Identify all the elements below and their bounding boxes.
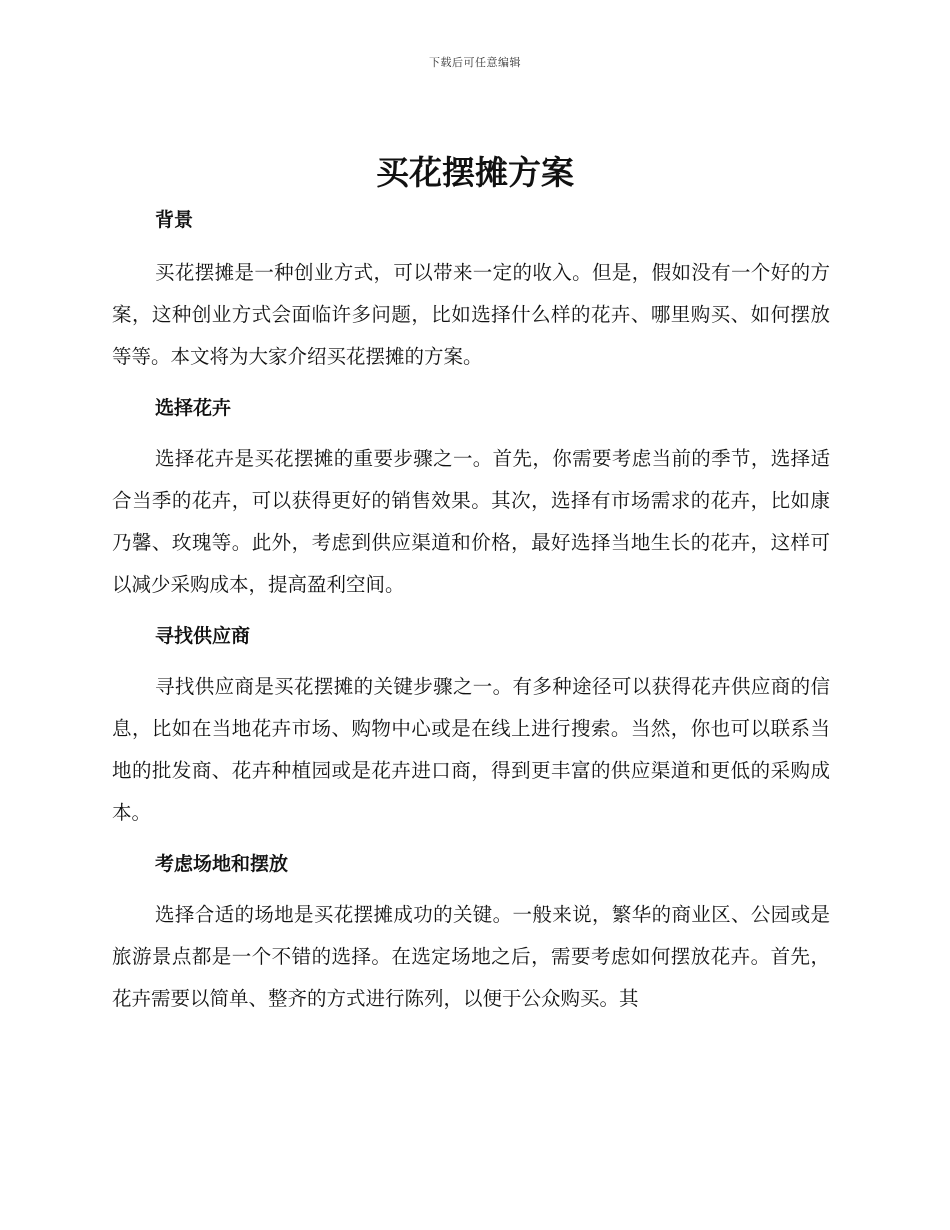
section-paragraph-venue-display: 选择合适的场地是买花摆摊成功的关键。一般来说，繁华的商业区、公园或是旅游景点都是一个不错的选择。在选定场地之后，需要考虑如何摆放花卉。首先，花卉需要以简单、整齐的方式进行陈列，以便于公众购买。其 xyxy=(112,903,830,1010)
section-heading-choose-flowers: 选择花卉 xyxy=(155,397,232,419)
section-paragraph-find-suppliers: 寻找供应商是买花摆摊的关键步骤之一。有多种途径可以获得花卉供应商的信息，比如在当地花卉市场、购物中心或是在线上进行搜索。当然，你也可以联系当地的批发商、花卉种植园或是花卉进口商，得到更丰富的供应渠道和更低的采购成本。 xyxy=(112,675,830,824)
section-heading-background: 背景 xyxy=(155,209,194,231)
section-heading-venue-display: 考虑场地和摆放 xyxy=(155,853,289,875)
header-note: 下载后可任意编辑 xyxy=(429,56,521,69)
section-paragraph-background: 买花摆摊是一种创业方式，可以带来一定的收入。但是，假如没有一个好的方案，这种创业方式会面临许多问题，比如选择什么样的花卉、哪里购买、如何摆放等等。本文将为大家介绍买花摆摊的方案。 xyxy=(112,261,830,368)
section-paragraph-choose-flowers: 选择花卉是买花摆摊的重要步骤之一。首先，你需要考虑当前的季节，选择适合当季的花卉，可以获得更好的销售效果。其次，选择有市场需求的花卉，比如康乃馨、玫瑰等。此外，考虑到供应渠道和价格，最好选择当地生长的花卉，这样可以减少采购成本，提高盈利空间。 xyxy=(112,447,830,596)
section-heading-find-suppliers: 寻找供应商 xyxy=(155,625,251,647)
document-title: 买花摆摊方案 xyxy=(376,153,574,192)
document-body xyxy=(112,200,830,1020)
